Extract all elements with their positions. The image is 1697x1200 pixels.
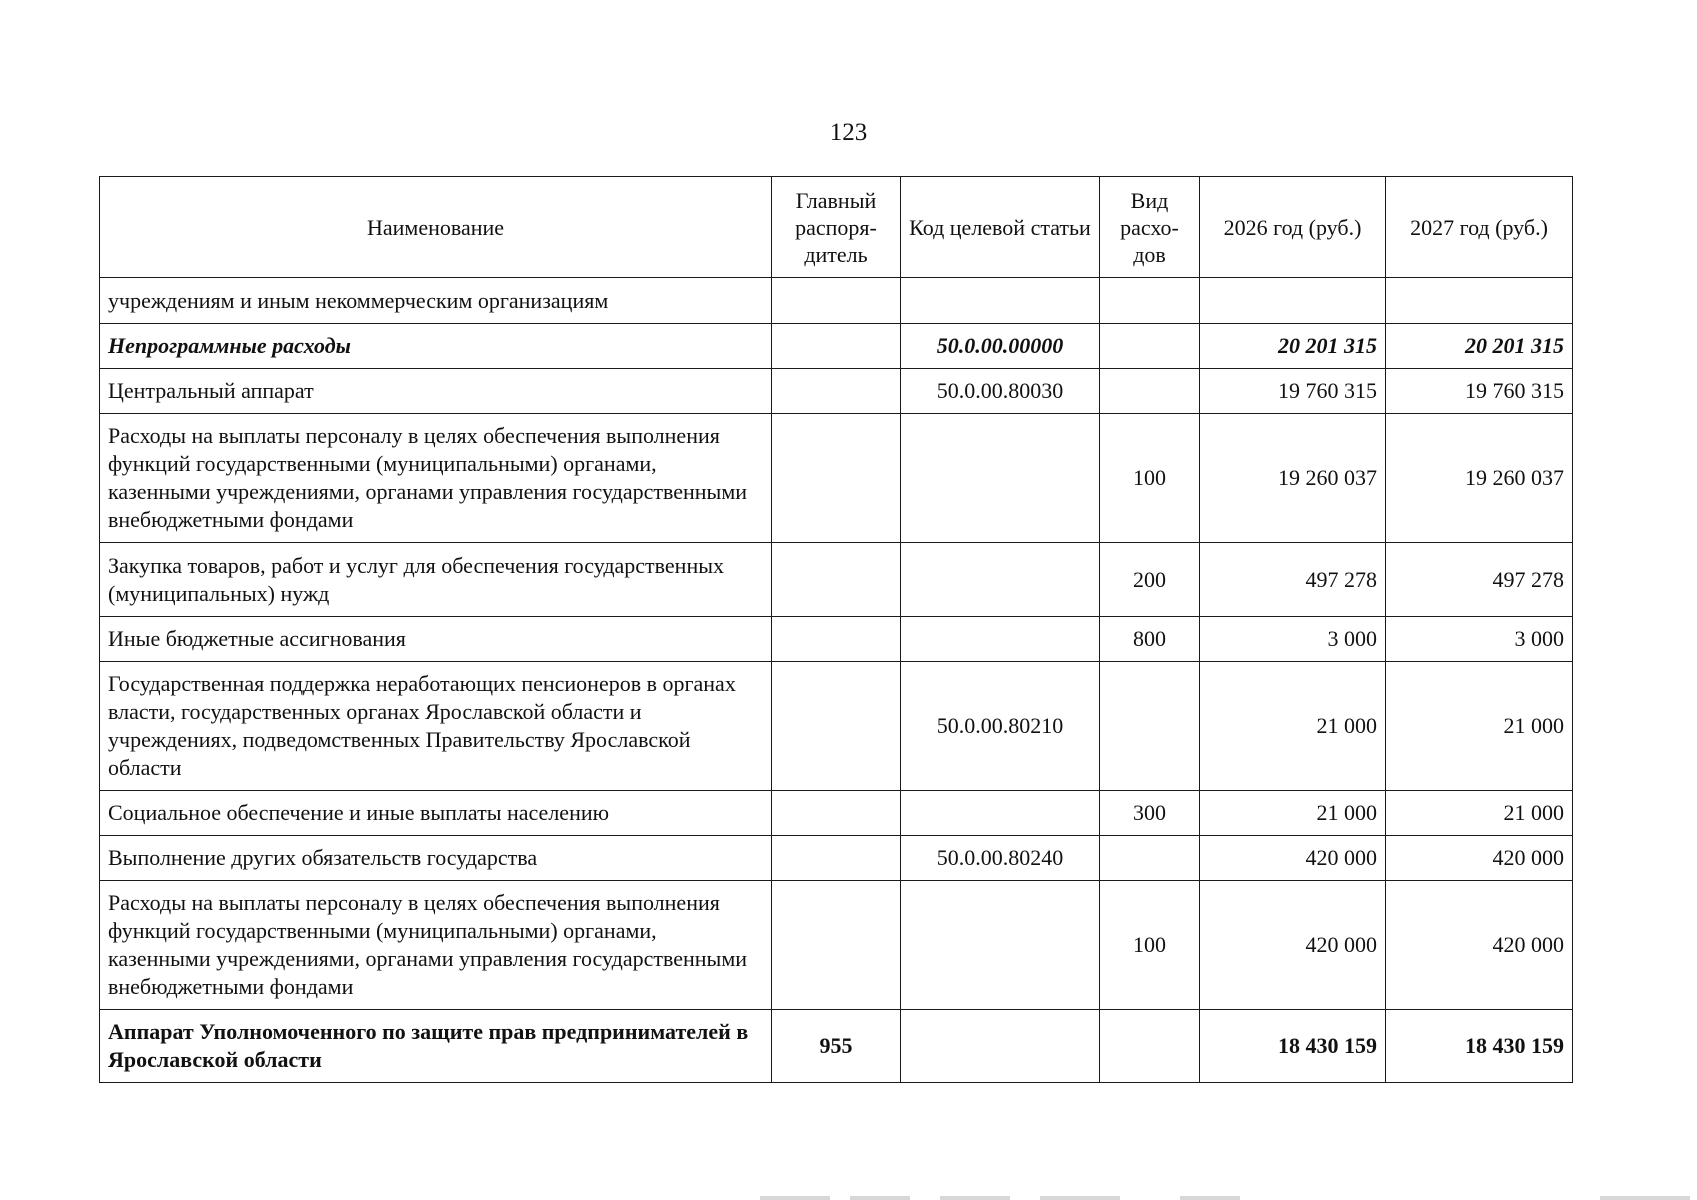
cell-2026: 3 000 xyxy=(1200,617,1386,662)
table-row xyxy=(100,791,1573,836)
cell-name: Социальное обеспечение и иные выплаты населению xyxy=(100,791,772,836)
cell-kind: 300 xyxy=(1100,791,1200,836)
cell-code xyxy=(901,791,1100,836)
cell-2026: 19 260 037 xyxy=(1200,414,1386,543)
table-row xyxy=(100,617,1573,662)
col-header-admin: Главный распоря-дитель xyxy=(772,177,901,278)
cell-2026: 497 278 xyxy=(1200,543,1386,617)
cell-admin xyxy=(772,836,901,881)
cell-kind xyxy=(1100,662,1200,791)
col-header-name: Наименование xyxy=(100,177,772,278)
cell-code xyxy=(901,617,1100,662)
cell-2026: 18 430 159 xyxy=(1200,1010,1386,1083)
cell-name: Расходы на выплаты персоналу в целях обеспечения выполнения функций государственными (муниципальными) органами, казенными учреждениями, органами управления государственными внебюджетными фондами xyxy=(100,881,772,1010)
cell-kind xyxy=(1100,278,1200,324)
cell-kind xyxy=(1100,369,1200,414)
table-row xyxy=(100,881,1573,1010)
cell-2027 xyxy=(1386,278,1573,324)
col-header-2027: 2027 год (руб.) xyxy=(1386,177,1573,278)
cell-admin xyxy=(772,881,901,1010)
cell-code: 50.0.00.80030 xyxy=(901,369,1100,414)
cell-code xyxy=(901,1010,1100,1083)
budget-table xyxy=(99,176,1573,1083)
cell-2026: 19 760 315 xyxy=(1200,369,1386,414)
col-header-kind: Вид расхо-дов xyxy=(1100,177,1200,278)
cell-name: Аппарат Уполномоченного по защите прав предпринимателей в Ярославской области xyxy=(100,1010,772,1083)
cell-name: Расходы на выплаты персоналу в целях обеспечения выполнения функций государственными (муниципальными) органами, казенными учреждениями, органами управления государственными внебюджетными фондами xyxy=(100,414,772,543)
cell-2026: 420 000 xyxy=(1200,881,1386,1010)
cell-kind xyxy=(1100,836,1200,881)
cell-2027: 19 260 037 xyxy=(1386,414,1573,543)
cell-admin xyxy=(772,662,901,791)
cell-name: Выполнение других обязательств государства xyxy=(100,836,772,881)
cell-name: Иные бюджетные ассигнования xyxy=(100,617,772,662)
cell-code xyxy=(901,543,1100,617)
cell-admin xyxy=(772,324,901,369)
cell-kind: 800 xyxy=(1100,617,1200,662)
cell-admin xyxy=(772,791,901,836)
table-row xyxy=(100,414,1573,543)
cell-name: Непрограммные расходы xyxy=(100,324,772,369)
cell-admin: 955 xyxy=(772,1010,901,1083)
cell-name: Государственная поддержка неработающих пенсионеров в органах власти, государственных органах Ярославской области и учреждениях, подведомственных Правительству Ярославской области xyxy=(100,662,772,791)
cell-code xyxy=(901,881,1100,1010)
cell-2027: 3 000 xyxy=(1386,617,1573,662)
cell-2026: 21 000 xyxy=(1200,662,1386,791)
cell-code: 50.0.00.80210 xyxy=(901,662,1100,791)
cell-code xyxy=(901,414,1100,543)
cell-2026: 420 000 xyxy=(1200,836,1386,881)
cell-admin xyxy=(772,543,901,617)
cell-kind: 200 xyxy=(1100,543,1200,617)
table-row xyxy=(100,543,1573,617)
cell-2027: 21 000 xyxy=(1386,791,1573,836)
cell-kind xyxy=(1100,1010,1200,1083)
table-row xyxy=(100,324,1573,369)
table-row xyxy=(100,836,1573,881)
cell-2027: 18 430 159 xyxy=(1386,1010,1573,1083)
cell-2027: 19 760 315 xyxy=(1386,369,1573,414)
cell-name: учреждениям и иным некоммерческим организациям xyxy=(100,278,772,324)
cell-kind xyxy=(1100,324,1200,369)
cell-2027: 21 000 xyxy=(1386,662,1573,791)
page-number: 123 xyxy=(829,119,868,146)
cell-name: Центральный аппарат xyxy=(100,369,772,414)
table-row xyxy=(100,278,1573,324)
cell-admin xyxy=(772,617,901,662)
cell-admin xyxy=(772,414,901,543)
cell-admin xyxy=(772,369,901,414)
cell-2027: 20 201 315 xyxy=(1386,324,1573,369)
table-row xyxy=(100,369,1573,414)
scan-artifact xyxy=(0,1194,1697,1200)
cell-code xyxy=(901,278,1100,324)
cell-2027: 420 000 xyxy=(1386,836,1573,881)
cell-name: Закупка товаров, работ и услуг для обеспечения государственных (муниципальных) нужд xyxy=(100,543,772,617)
cell-kind: 100 xyxy=(1100,414,1200,543)
cell-code: 50.0.00.00000 xyxy=(901,324,1100,369)
cell-kind: 100 xyxy=(1100,881,1200,1010)
cell-2026: 21 000 xyxy=(1200,791,1386,836)
col-header-code: Код целевой статьи xyxy=(901,177,1100,278)
table-row xyxy=(100,662,1573,791)
cell-2026: 20 201 315 xyxy=(1200,324,1386,369)
table-row xyxy=(100,1010,1573,1083)
cell-code: 50.0.00.80240 xyxy=(901,836,1100,881)
cell-2027: 497 278 xyxy=(1386,543,1573,617)
col-header-2026: 2026 год (руб.) xyxy=(1200,177,1386,278)
cell-2027: 420 000 xyxy=(1386,881,1573,1010)
cell-2026 xyxy=(1200,278,1386,324)
cell-admin xyxy=(772,278,901,324)
table-header-row xyxy=(100,177,1573,278)
